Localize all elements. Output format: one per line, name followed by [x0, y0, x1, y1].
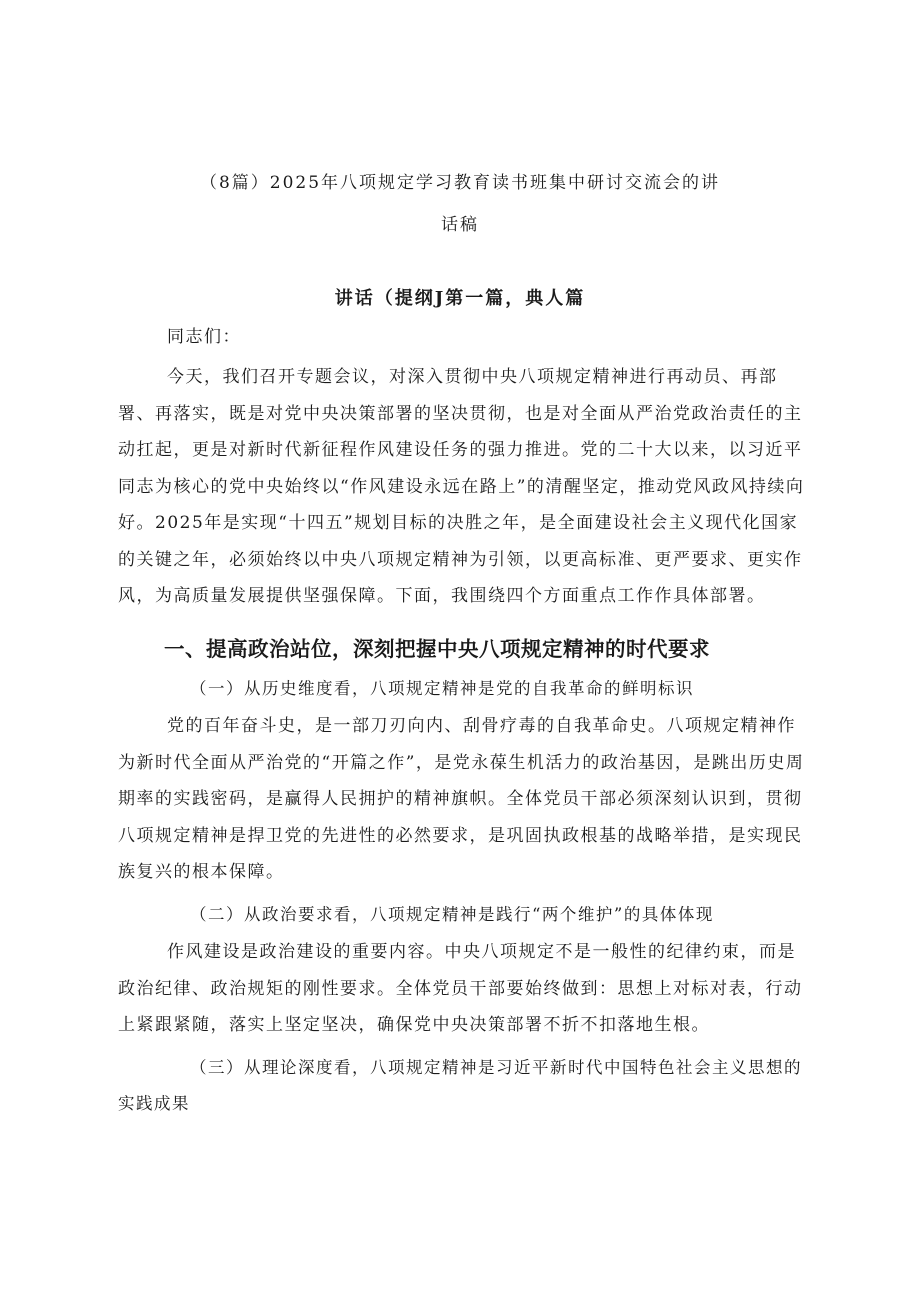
greeting: 同志们： [167, 327, 241, 347]
speech-subtitle: 讲话（提纲J第一篇，典人篇 [334, 288, 586, 309]
subsection-1-heading: （一）从历史维度看，八项规定精神是党的自我革命的鲜明标识 [190, 679, 694, 698]
subsection-2-heading: （二）从政治要求看，八项规定精神是践行“两个维护”的具体体现 [190, 905, 714, 924]
subsection-2-paragraph: 作风建设是政治建设的重要内容。中央八项规定不是一般性的纪律约束，而是政治纪律、政治规矩的刚性要求。全体党员干部要始终做到：思想上对标对表，行动上紧跟紧随，落实上坚定坚决，确保党中央决策部署不折不扣落地生根。 [118, 942, 803, 1035]
document-title-line-1: （8篇）2025年八项规定学习教育读书班集中研讨交流会的讲 [199, 173, 721, 193]
subsection-1-paragraph: 党的百年奋斗史，是一部刀刃向内、刮骨疗毒的自我革命史。八项规定精神作为新时代全面从严治党的“开篇之作”，是党永葆生机活力的政治基因，是跳出历史周期率的实践密码，是赢得人民拥护的精神旗帜。全体党员干部必须深刻认识到，贯彻八项规定精神是捍卫党的先进性的必然要求，是巩固执政根基的战略举措，是实现民族复兴的根本保障。 [118, 716, 805, 882]
section-1-heading: 一、提高政治站位，深刻把握中央八项规定精神的时代要求 [164, 637, 710, 661]
intro-paragraph: 今天，我们召开专题会议，对深入贯彻中央八项规定精神进行再动员、再部署、再落实，既是对党中央决策部署的坚决贯彻，也是对全面从严治党政治责任的主动扛起，更是对新时代新征程作风建设任务的强力推进。党的二十大以来，以习近平同志为核心的党中央始终以“作风建设永远在路上”的清醒坚定，推动党风政风持续向好。2025年是实现“十四五”规划目标的决胜之年，是全面建设社会主义现代化国家的关键之年，必须始终以中央八项规定精神为引领，以更高标准、更严要求、更实作风，为高质量发展提供坚强保障。下面，我围绕四个方面重点工作作具体部署。 [118, 367, 805, 606]
document-title-line-2: 话稿 [441, 215, 479, 235]
subsection-3-heading: （三）从理论深度看，八项规定精神是习近平新时代中国特色社会主义思想的实践成果 [118, 1058, 802, 1113]
